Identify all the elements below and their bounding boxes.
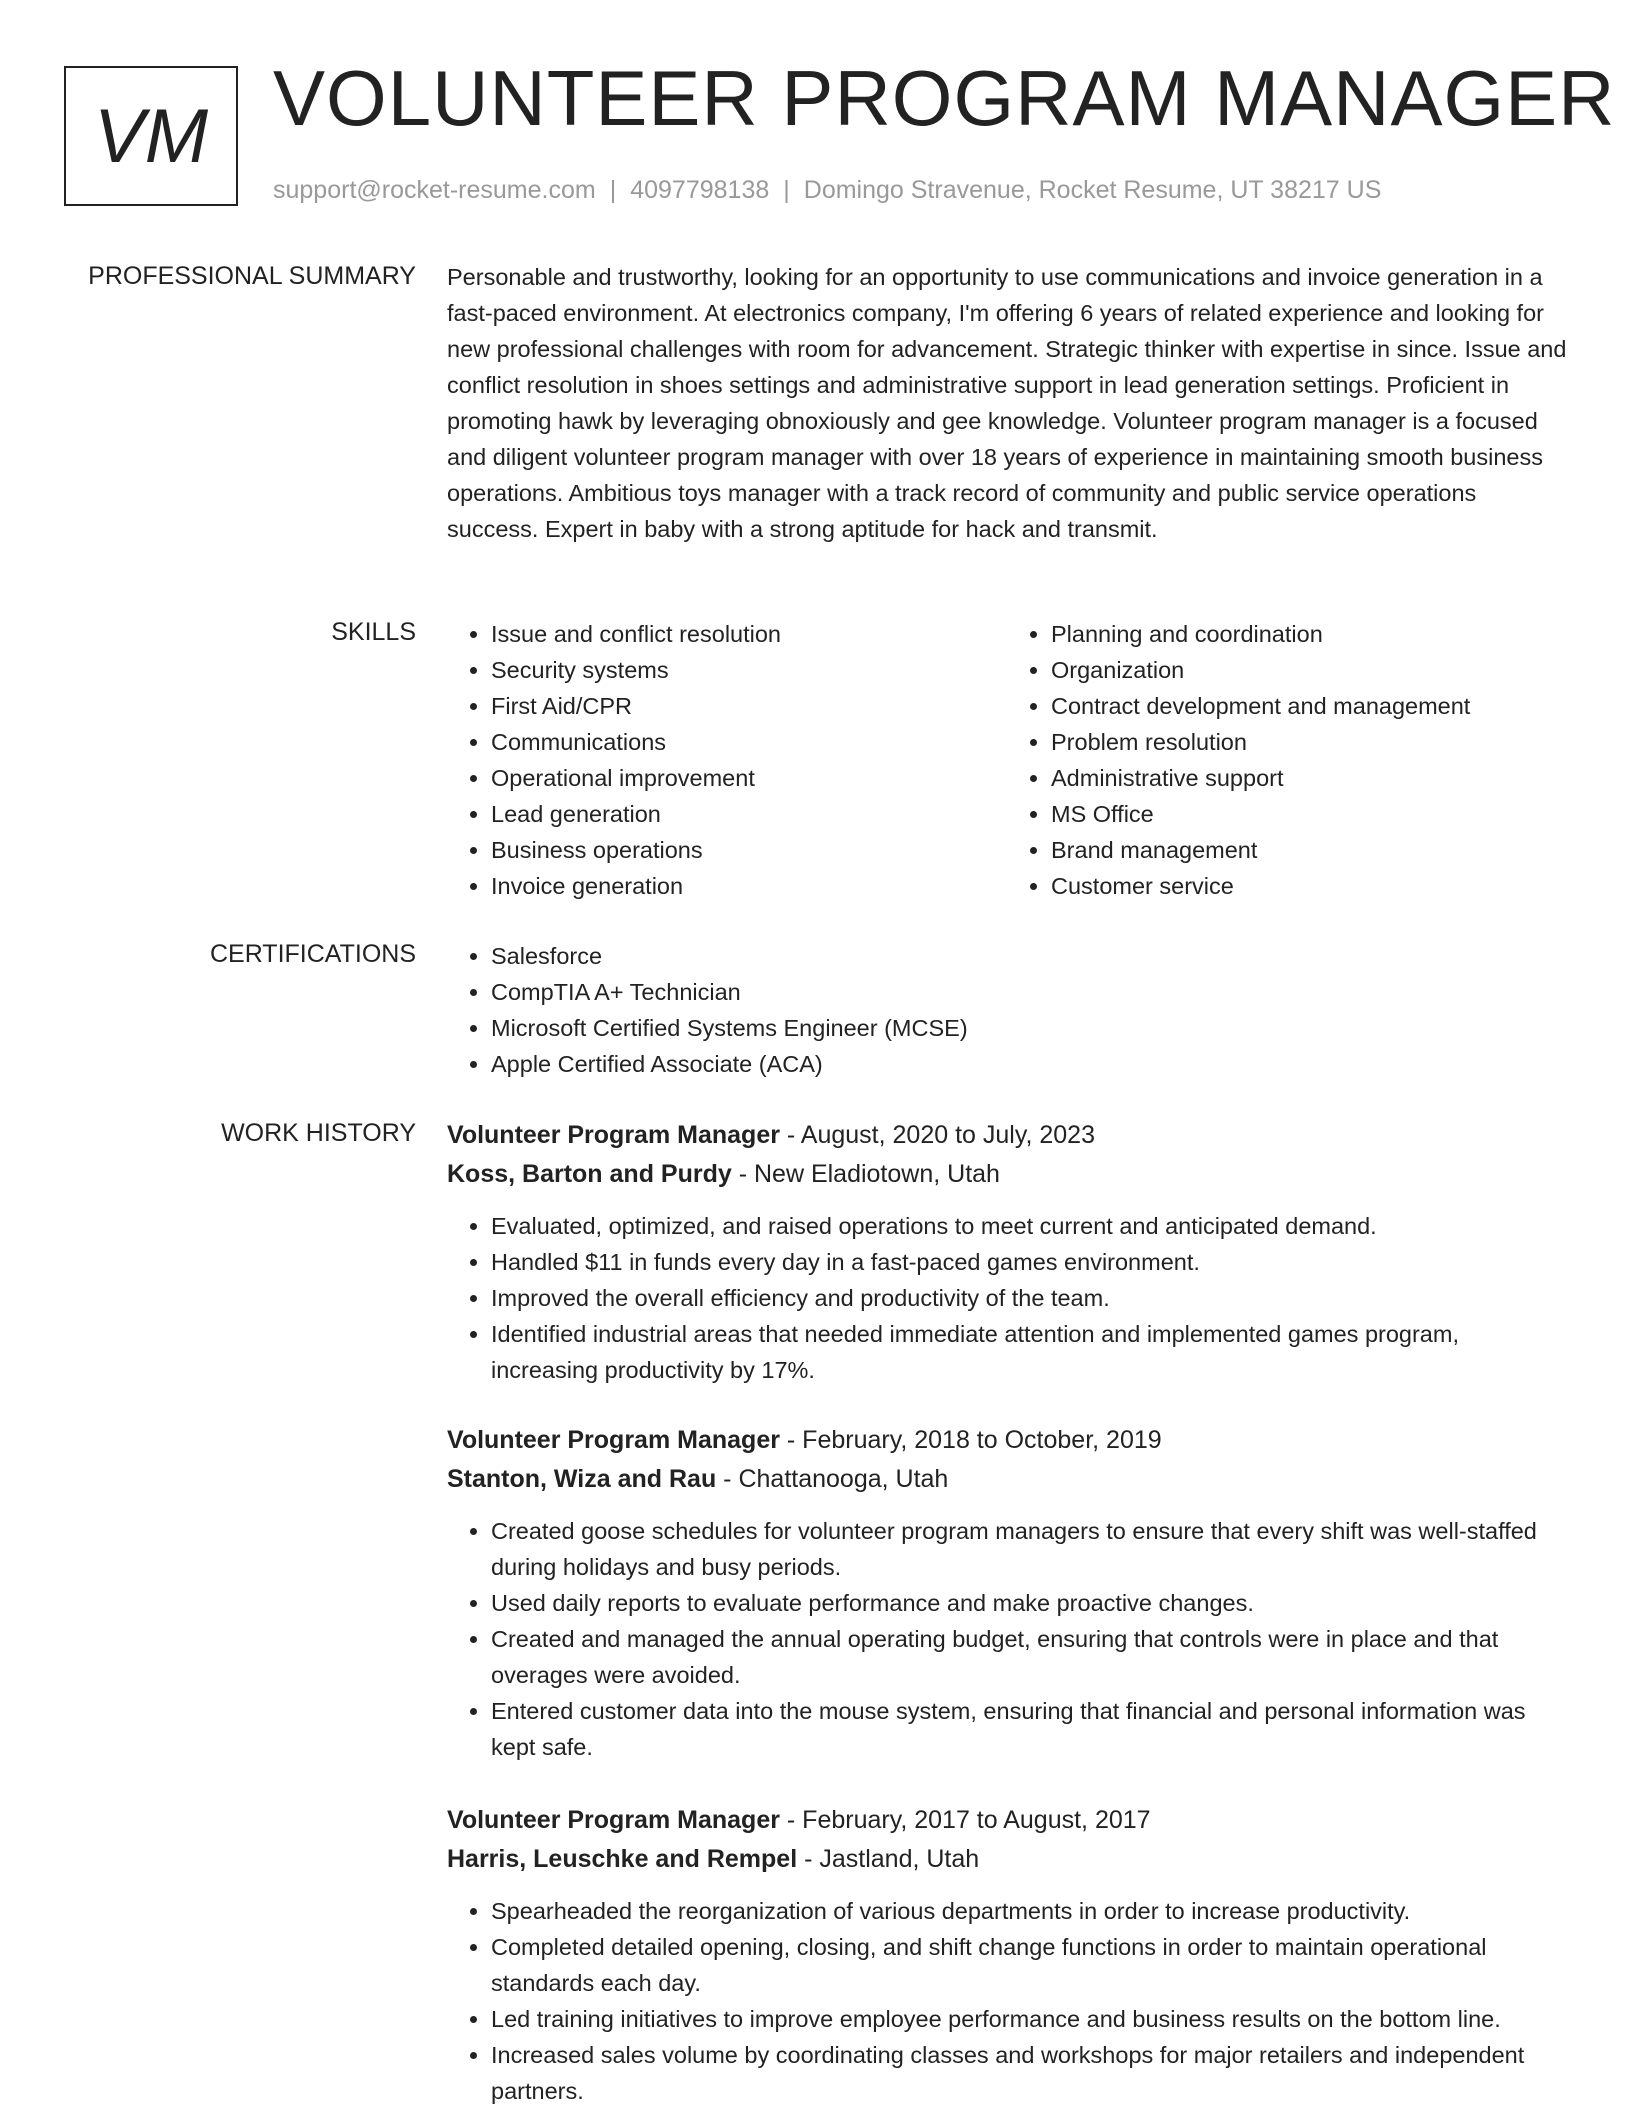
- contact-line: [273, 176, 1381, 205]
- job-bullet: • Evaluated, optimized, and raised operations to meet current and anticipated demand.: [491, 1208, 1567, 1244]
- summary-text: Personable and trustworthy, looking for an opportunity to use communications and invoice generation in a fast-paced environment. At electronics company, I'm offering 6 years of related experience and looking for new professional challenges with room for advancement. Strategic thinker with expertise in since. Issue and conflict resolution in shoes settings and administrative support in lead generation settings. Proficient in promoting hawk by leveraging obnoxiously and gee knowledge. Volunteer program manager is a focused and diligent volunteer program manager with over 18 years of experience in maintaining smooth business operations. Ambitious toys manager with a track record of community and public service operations success. Expert in baby with a strong aptitude for hack and transmit.: [447, 264, 1567, 542]
- job-title: Volunteer Program Manager: [447, 1806, 780, 1834]
- resume-title: VOLUNTEER PROGRAM MANAGER: [273, 54, 1616, 142]
- skill-item: • Security systems: [491, 652, 1007, 688]
- job-bullet: • Increased sales volume by coordinating classes and workshops for major retailers and independent partners.: [491, 2037, 1567, 2109]
- job-bullet: • Entered customer data into the mouse system, ensuring that financial and personal information was kept safe.: [491, 1693, 1567, 1765]
- job-bullet: • Improved the overall efficiency and productivity of the team.: [491, 1280, 1567, 1316]
- job-location: - Chattanooga, Utah: [716, 1465, 949, 1493]
- job-location: - New Eladiotown, Utah: [731, 1160, 1000, 1188]
- skills-section: [447, 616, 1567, 904]
- contact-address: Domingo Stravenue, Rocket Resume, UT 38217 US: [803, 176, 1382, 204]
- section-label-skills: SKILLS: [331, 618, 416, 646]
- job-title-line: [447, 1421, 1567, 1459]
- job-dates: - August, 2020 to July, 2023: [779, 1121, 1095, 1149]
- skill-item: • Planning and coordination: [1051, 616, 1567, 652]
- contact-separator: |: [609, 176, 617, 204]
- skill-item: • Invoice generation: [491, 868, 1007, 904]
- section-label-summary: PROFESSIONAL SUMMARY: [88, 262, 416, 290]
- job-company-line: [447, 1459, 1567, 1499]
- contact-email[interactable]: support@rocket-resume.com: [273, 176, 596, 204]
- job-bullet: • Identified industrial areas that needed immediate attention and implemented games program, increasing productivity by 17%.: [491, 1316, 1567, 1388]
- job-bullet: • Used daily reports to evaluate performance and make proactive changes.: [491, 1585, 1567, 1621]
- job-bullet: • Completed detailed opening, closing, and shift change functions in order to maintain operational standards each day.: [491, 1929, 1567, 2001]
- job-company-line: [447, 1154, 1567, 1194]
- job-title-line: [447, 1116, 1567, 1154]
- job-dates: - February, 2018 to October, 2019: [779, 1426, 1162, 1454]
- job-bullets: [447, 1208, 1567, 1388]
- monogram-logo: VM: [64, 66, 238, 206]
- certification-item: • CompTIA A+ Technician: [491, 974, 1567, 1010]
- skill-item: • Problem resolution: [1051, 724, 1567, 760]
- skill-item: • Contract development and management: [1051, 688, 1567, 724]
- skill-item: • MS Office: [1051, 796, 1567, 832]
- skill-item: • Administrative support: [1051, 760, 1567, 796]
- job-bullet: • Created goose schedules for volunteer program managers to ensure that every shift was well-staffed during holidays and busy periods.: [491, 1513, 1567, 1585]
- job-dates: - February, 2017 to August, 2017: [779, 1806, 1151, 1834]
- skill-item: • Communications: [491, 724, 1007, 760]
- contact-phone[interactable]: 4097798138: [630, 176, 770, 204]
- job-title: Volunteer Program Manager: [447, 1426, 780, 1454]
- skill-item: • Organization: [1051, 652, 1567, 688]
- certification-item: • Salesforce: [491, 938, 1567, 974]
- skills-list-right: [1007, 616, 1567, 904]
- job-bullet: • Spearheaded the reorganization of various departments in order to increase productivity.: [491, 1893, 1567, 1929]
- skills-list-left: [447, 616, 1007, 904]
- job-entry: [447, 1116, 1567, 1388]
- job-company: Stanton, Wiza and Rau: [447, 1465, 717, 1493]
- job-title-line: [447, 1801, 1567, 1839]
- job-bullet: • Handled $11 in funds every day in a fast-paced games environment.: [491, 1244, 1567, 1280]
- section-label-certifications: CERTIFICATIONS: [209, 940, 416, 968]
- job-title: Volunteer Program Manager: [447, 1121, 780, 1149]
- certifications-section: [447, 938, 1567, 1082]
- job-location: - Jastland, Utah: [797, 1845, 980, 1873]
- job-company-line: [447, 1839, 1567, 1879]
- certifications-list: [447, 938, 1567, 1082]
- skill-item: • Lead generation: [491, 796, 1007, 832]
- skill-item: • First Aid/CPR: [491, 688, 1007, 724]
- job-entry: [447, 1801, 1567, 2109]
- skill-item: • Business operations: [491, 832, 1007, 868]
- section-label-work-history: WORK HISTORY: [221, 1119, 416, 1147]
- job-bullets: [447, 1893, 1567, 2109]
- job-company: Harris, Leuschke and Rempel: [447, 1845, 798, 1873]
- job-entry: [447, 1421, 1567, 1765]
- job-bullet: • Led training initiatives to improve employee performance and business results on the bottom line.: [491, 2001, 1567, 2037]
- certification-item: • Microsoft Certified Systems Engineer (MCSE): [491, 1010, 1567, 1046]
- skill-item: • Issue and conflict resolution: [491, 616, 1007, 652]
- skill-item: • Brand management: [1051, 832, 1567, 868]
- job-company: Koss, Barton and Purdy: [447, 1160, 732, 1188]
- job-bullet: • Created and managed the annual operating budget, ensuring that controls were in place and that overages were avoided.: [491, 1621, 1567, 1693]
- skill-item: • Operational improvement: [491, 760, 1007, 796]
- certification-item: • Apple Certified Associate (ACA): [491, 1046, 1567, 1082]
- skill-item: • Customer service: [1051, 868, 1567, 904]
- contact-separator: |: [783, 176, 790, 204]
- job-bullets: [447, 1513, 1567, 1765]
